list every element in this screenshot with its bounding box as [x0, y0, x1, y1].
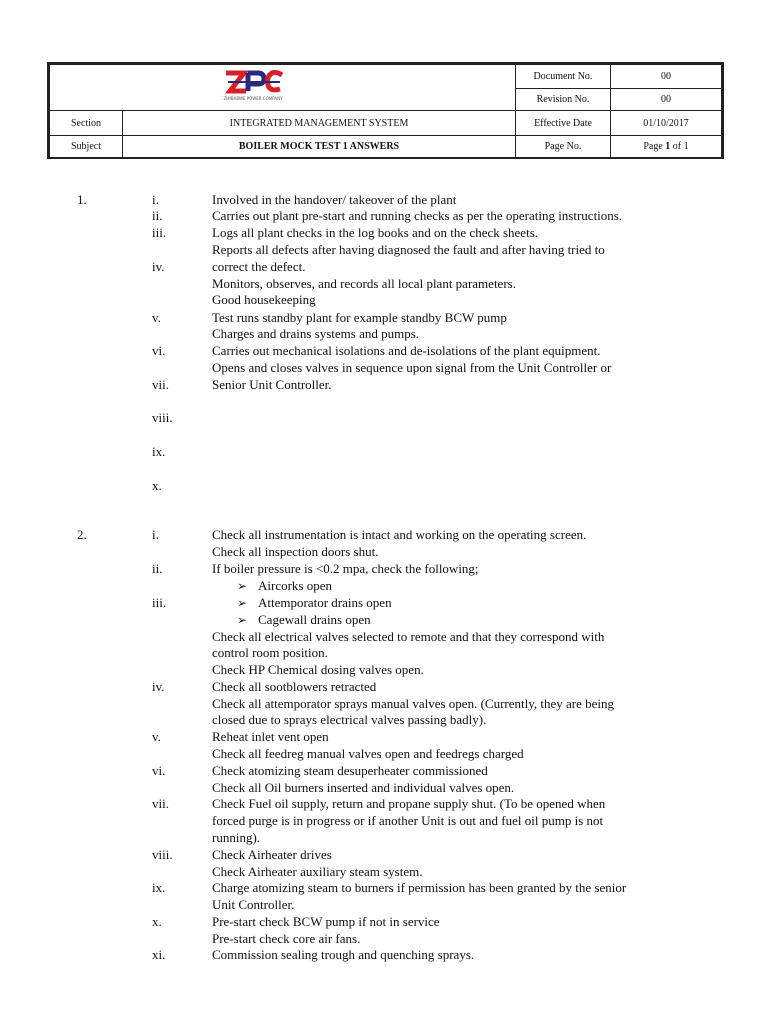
q2-line: Check atomizing steam desuperheater commissioned: [212, 763, 488, 778]
q1-line: Logs all plant checks in the log books and on the check sheets.: [212, 225, 539, 240]
q2-line: Pre-start check BCW pump if not in service: [212, 914, 440, 929]
q1-roman-vii: vii.: [152, 377, 169, 392]
q2-line: If boiler pressure is <0.2 mpa, check the following;: [212, 561, 479, 576]
logo-cell: [50, 65, 516, 111]
svg-text:ZIMBABWE POWER COMPANY: ZIMBABWE POWER COMPANY: [223, 96, 283, 101]
q1-roman-vi: vi.: [152, 343, 166, 358]
q2-sub-line: Cagewall drains open: [258, 612, 371, 627]
q2-line: Check all electrical valves selected to remote and that they correspond with: [212, 629, 605, 644]
q2-line: Check all attemporator sprays manual valves open. (Currently, they are being: [212, 696, 615, 711]
q1-roman-iii: iii.: [152, 225, 167, 240]
q2-roman-iii: iii.: [152, 595, 167, 610]
effective-date-value: 01/10/2017: [611, 111, 722, 136]
effective-date-label: Effective Date: [516, 111, 611, 136]
revision-label: Revision No.: [516, 89, 611, 111]
page-no-label: Page No.: [516, 136, 611, 158]
q2-roman-x: x.: [152, 914, 162, 929]
q2-roman-iv: iv.: [152, 679, 165, 694]
subject-value: BOILER MOCK TEST 1 ANSWERS: [123, 136, 516, 158]
q2-line: Pre-start check core air fans.: [212, 931, 361, 946]
q1-line: Senior Unit Controller.: [212, 377, 332, 392]
q2-line: Check Fuel oil supply, return and propane supply shut. (To be opened when: [212, 796, 606, 811]
q2-roman-ix: ix.: [152, 880, 166, 895]
section-label: Section: [50, 111, 123, 136]
q1-line: correct the defect.: [212, 259, 306, 274]
q1-line: Charges and drains systems and pumps.: [212, 326, 420, 341]
q2-line: Check all Oil burners inserted and individual valves open.: [212, 780, 515, 795]
q2-line: Check all inspection doors shut.: [212, 544, 379, 559]
page-no-value: Page 1 of 1: [611, 136, 722, 158]
q2-line: Charge atomizing steam to burners if permission has been granted by the senior: [212, 880, 627, 895]
bullet-arrow-icon: ➢: [237, 613, 248, 627]
q2-line: running).: [212, 830, 261, 845]
q1-roman-iv: iv.: [152, 259, 165, 274]
q1-line: Test runs standby plant for example standby BCW pump: [212, 310, 507, 325]
revision-value: 00: [611, 89, 722, 111]
q2-line: forced purge is in progress or if another Unit is out and fuel oil pump is not: [212, 813, 604, 828]
q1-roman-i: i.: [152, 192, 159, 207]
q2-roman-xi: xi.: [152, 947, 166, 962]
q2-roman-viii: viii.: [152, 847, 173, 862]
q2-line: Check all sootblowers retracted: [212, 679, 377, 694]
q2-line: Check Airheater drives: [212, 847, 332, 862]
doc-no-label: Document No.: [516, 65, 611, 89]
q2-roman-vi: vi.: [152, 763, 166, 778]
q2-roman-ii: ii.: [152, 561, 163, 576]
document-header: [47, 62, 724, 159]
q1-line: Reports all defects after having diagnosed the fault and after having tried to: [212, 242, 605, 257]
q1-roman-ix: ix.: [152, 444, 166, 459]
q2-line: Check HP Chemical dosing valves open.: [212, 662, 424, 677]
q1-roman-viii: viii.: [152, 410, 173, 425]
question-1-number: 1.: [77, 192, 87, 207]
subject-label: Subject: [50, 136, 123, 158]
bullet-arrow-icon: ➢: [237, 596, 248, 610]
doc-no-value: 00: [611, 65, 722, 89]
q2-line: closed due to sprays electrical valves passing badly).: [212, 712, 487, 727]
q2-line: Commission sealing trough and quenching sprays.: [212, 947, 475, 962]
q1-roman-v: v.: [152, 310, 161, 325]
q2-line: Check all instrumentation is intact and working on the operating screen.: [212, 527, 587, 542]
q2-line: Reheat inlet vent open: [212, 729, 329, 744]
section-value: INTEGRATED MANAGEMENT SYSTEM: [123, 111, 516, 136]
q2-roman-v: v.: [152, 729, 161, 744]
q2-line: Unit Controller.: [212, 897, 295, 912]
q2-line: control room position.: [212, 645, 328, 660]
bullet-arrow-icon: ➢: [237, 579, 248, 593]
q2-roman-vii: vii.: [152, 796, 169, 811]
q1-line: Carries out plant pre-start and running checks as per the operating instructions.: [212, 208, 623, 223]
question-2-number: 2.: [77, 527, 87, 542]
q2-sub-line: Aircorks open: [258, 578, 333, 593]
q2-line: Check Airheater auxiliary steam system.: [212, 864, 423, 879]
q1-line: Involved in the handover/ takeover of the plant: [212, 192, 457, 207]
q1-line: Good housekeeping: [212, 292, 316, 307]
zpc-logo: [222, 67, 284, 105]
q1-line: Opens and closes valves in sequence upon signal from the Unit Controller or: [212, 360, 612, 375]
q2-roman-i: i.: [152, 527, 159, 542]
q1-line: Monitors, observes, and records all local plant parameters.: [212, 276, 516, 291]
q1-line: Carries out mechanical isolations and de-isolations of the plant equipment.: [212, 343, 601, 358]
q1-roman-ii: ii.: [152, 208, 163, 223]
q2-line: Check all feedreg manual valves open and feedregs charged: [212, 746, 524, 761]
q2-sub-line: Attemporator drains open: [258, 595, 392, 610]
q1-roman-x: x.: [152, 478, 162, 493]
